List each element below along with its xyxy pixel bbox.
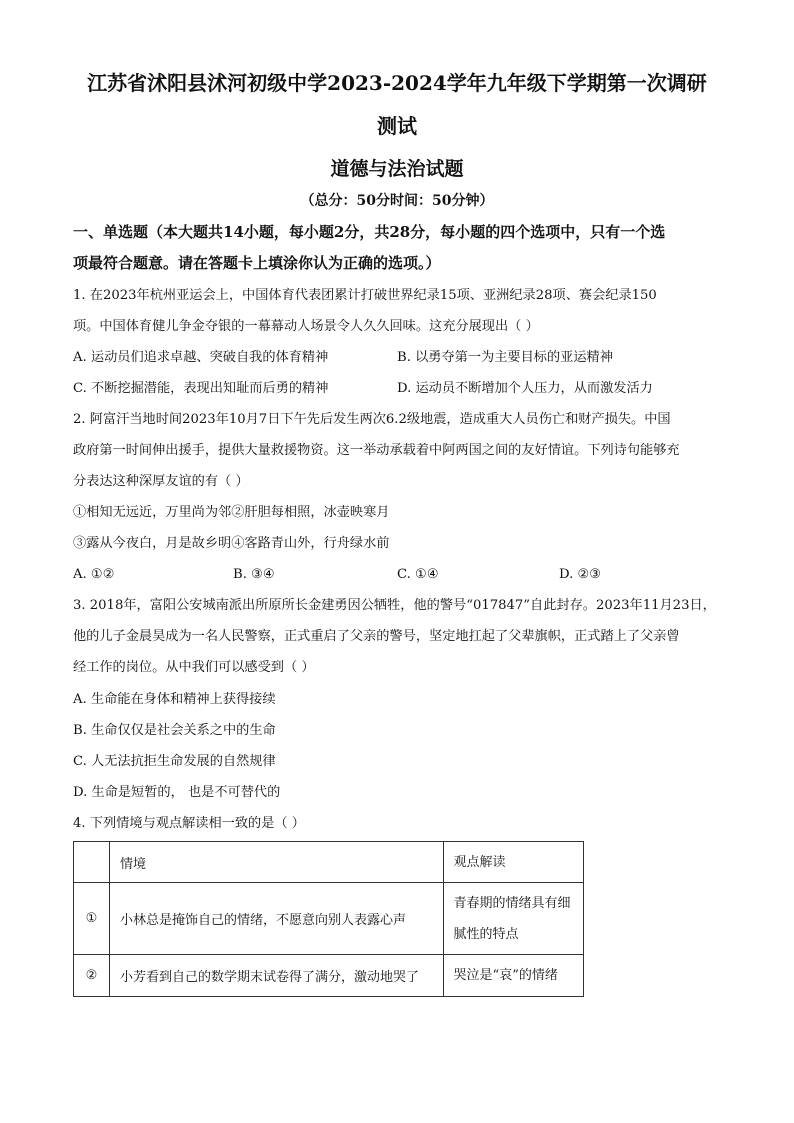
exam-title-line-1: 江苏省沭阳县沭河初级中学2023-2024学年九年级下学期第一次调研 (87, 71, 707, 95)
table-row (74, 955, 584, 997)
q2-option-b: B. ③④ (233, 567, 275, 582)
q3-option-a: A. 生命能在身体和精神上获得接续 (73, 692, 276, 707)
row-situation: 小林总是掩饰自己的情绪，不愿意向别人表露心声 (109, 883, 443, 955)
section-heading-line-2: 项最符合题意。请在答题卡上填涂你认为正确的选项。） (73, 254, 441, 272)
q2-stem-line-2: 政府第一时间伸出援手，提供大量救援物资。这一举动承载着中阿两国之间的友好情谊。下列诗句能够充 (73, 443, 680, 458)
q2-option-d: D. ②③ (559, 567, 602, 582)
q3-stem-line-3: 经工作的岗位。从中我们可以感受到（ ） (73, 660, 315, 675)
row-situation: 小芳看到自己的数学期末试卷得了满分，激动地哭了 (109, 955, 443, 997)
q2-stem-line-1: 2. 阿富汗当地时间2023年10月7日下午先后发生两次6.2级地震，造成重大人员伤亡和财产损失。中国 (73, 412, 671, 427)
exam-meta: （总分：50分时间：50分钟） (300, 193, 494, 209)
q2-option-a: A. ①② (73, 567, 115, 582)
q2-option-c: C. ①④ (397, 567, 439, 582)
table-header-num (74, 842, 110, 883)
q4-table (73, 841, 584, 997)
q2-poem-line-1: ①相知无远近，万里尚为邻②肝胆每相照，冰壶映寒月 (73, 505, 390, 520)
q1-stem-line-1: 1. 在2023年杭州亚运会上，中国体育代表团累计打破世界纪录15项、亚洲纪录28项、赛会纪录150 (73, 288, 657, 303)
row-number: ② (74, 955, 110, 997)
row-number: ① (74, 883, 110, 955)
exam-title-line-2: 测试 (377, 114, 417, 138)
table-header-view: 观点解读 (443, 842, 583, 883)
q1-option-b: B. 以勇夺第一为主要目标的亚运精神 (397, 350, 613, 365)
section-heading-line-1: 一、单选题（本大题共14小题，每小题2分，共28分，每小题的四个选项中，只有一个选 (73, 223, 666, 241)
q1-option-c: C. 不断挖掘潜能，表现出知耻而后勇的精神 (73, 381, 329, 396)
table-header-row (74, 842, 584, 883)
q1-option-d: D. 运动员不断增加个人压力，从而激发活力 (397, 381, 653, 396)
q2-stem-line-3: 分表达这种深厚友谊的有（ ） (73, 474, 249, 489)
q4-stem: 4. 下列情境与观点解读相一致的是（ ） (73, 816, 305, 831)
row-view: 青春期的情绪具有细腻性的特点 (443, 883, 583, 955)
subject-title: 道德与法治试题 (330, 158, 464, 180)
q3-option-b: B. 生命仅仅是社会关系之中的生命 (73, 723, 276, 738)
q3-option-d: D. 生命是短暂的， 也是不可替代的 (73, 785, 281, 800)
row-view: 哭泣是“哀”的情绪 (443, 955, 583, 997)
q1-stem-line-2: 项。中国体育健儿争金夺银的一幕幕动人场景令人久久回味。这充分展现出（ ） (73, 319, 539, 334)
table-row (74, 883, 584, 955)
q2-poem-line-2: ③露从今夜白，月是故乡明④客路青山外，行舟绿水前 (73, 536, 390, 551)
table-header-situation: 情境 (109, 842, 443, 883)
q1-option-a: A. 运动员们追求卓越、突破自我的体育精神 (73, 350, 329, 365)
q3-stem-line-2: 他的儿子金晨昊成为一名人民警察，正式重启了父亲的警号，坚定地扛起了父辈旗帜，正式踏上了父亲曾 (73, 629, 680, 644)
q3-option-c: C. 人无法抗拒生命发展的自然规律 (73, 754, 276, 769)
q3-stem-line-1: 3. 2018年，富阳公安城南派出所原所长金建勇因公牺牲，他的警号“017847”自此封存。2023年11月23日， (73, 598, 716, 613)
